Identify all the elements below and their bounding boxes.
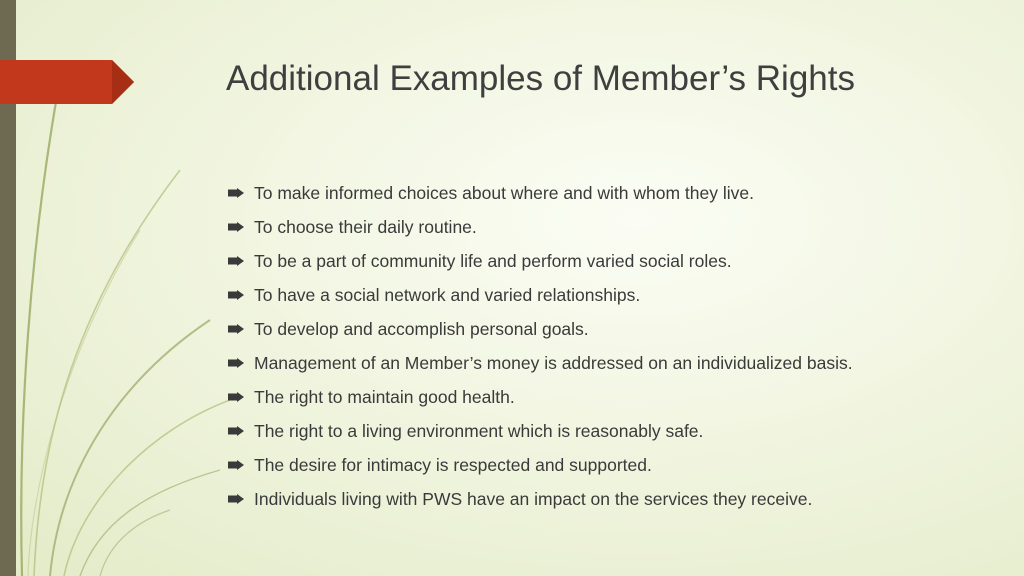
arrow-bullet-icon: [228, 420, 244, 442]
list-item: [228, 454, 928, 476]
list-item: [228, 250, 928, 272]
list-item: [228, 352, 928, 374]
bullet-text: Individuals living with PWS have an impact on the services they receive.: [254, 489, 813, 509]
arrow-bullet-icon: [228, 216, 244, 238]
page-title: Additional Examples of Member’s Rights: [226, 59, 855, 98]
arrow-bullet-icon: [228, 318, 244, 340]
bullet-text: To be a part of community life and perform varied social roles.: [254, 251, 732, 271]
arrow-bullet-icon: [228, 352, 244, 374]
title-accent-tab: [0, 0, 140, 110]
bullet-text: To make informed choices about where and with whom they live.: [254, 183, 754, 203]
list-item: [228, 318, 928, 340]
bullet-text: The desire for intimacy is respected and supported.: [254, 455, 652, 475]
list-item: [228, 284, 928, 306]
list-item: [228, 420, 928, 442]
arrow-bullet-icon: [228, 250, 244, 272]
arrow-bullet-icon: [228, 284, 244, 306]
list-item: [228, 182, 928, 204]
arrow-bullet-icon: [228, 454, 244, 476]
bullet-text: To choose their daily routine.: [254, 217, 477, 237]
arrow-bullet-icon: [228, 386, 244, 408]
list-item: [228, 386, 928, 408]
arrow-bullet-icon: [228, 488, 244, 510]
bullet-text: The right to maintain good health.: [254, 387, 515, 407]
arrow-bullet-icon: [228, 182, 244, 204]
bullet-text: The right to a living environment which is reasonably safe.: [254, 421, 704, 441]
bullet-list: [228, 182, 928, 522]
list-item: [228, 216, 928, 238]
list-item: [228, 488, 928, 510]
bullet-text: Management of an Member’s money is addressed on an individualized basis.: [254, 353, 853, 373]
bullet-text: To have a social network and varied relationships.: [254, 285, 641, 305]
bullet-text: To develop and accomplish personal goals.: [254, 319, 589, 339]
